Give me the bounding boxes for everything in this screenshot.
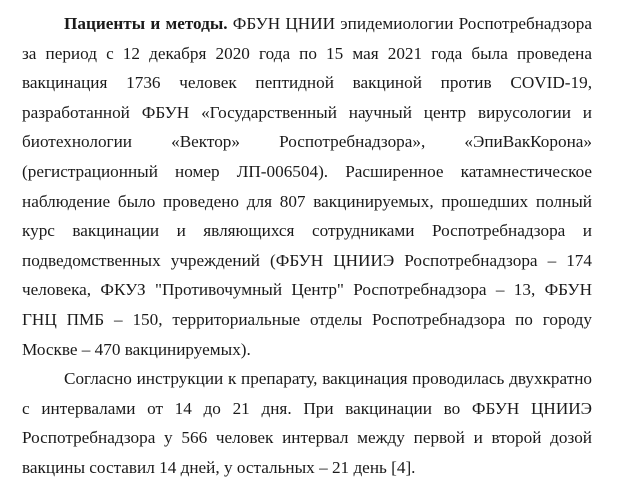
- document-body: [22, 9, 592, 483]
- paragraph-vaccination-schedule: [22, 364, 592, 482]
- paragraph-text: ФБУН ЦНИИ эпидемиологии Роспотребнадзора за период с 12 декабря 2020 года по 15 мая 2021 года была проведена вакцинация 1736 человек пептидной вакциной против COVID-19, разработанной ФБУН «Государственный научный центр вирусологии и биотехнологии «Вектор» Роспотребнадзора», «ЭпиВакКорона» (регистрационный номер ЛП-006504). Расширенное катамнестическое наблюдение было проведено для 807 вакцинируемых, прошедших полный курс вакцинации и являющихся сотрудниками Роспотребнадзора и подведомственных учреждений (ФБУН ЦНИИЭ Роспотребнадзора – 174 человека, ФКУЗ "Противочумный Центр" Роспотребнадзора – 13, ФБУН ГНЦ ПМБ – 150, территориальные отделы Роспотребнадзора по городу Москве – 470 вакцинируемых).: [22, 14, 592, 359]
- paragraph-text: Согласно инструкции к препарату, вакцинация проводилась двухкратно с интервалами от 14 до 21 дня. При вакцинации во ФБУН ЦНИИЭ Роспотребнадзора у 566 человек интервал между первой и второй дозой вакцины составил 14 дней, у остальных – 21 день [4].: [22, 369, 592, 477]
- section-lead-heading: Пациенты и методы.: [64, 14, 228, 33]
- paragraph-patients-methods: [22, 9, 592, 364]
